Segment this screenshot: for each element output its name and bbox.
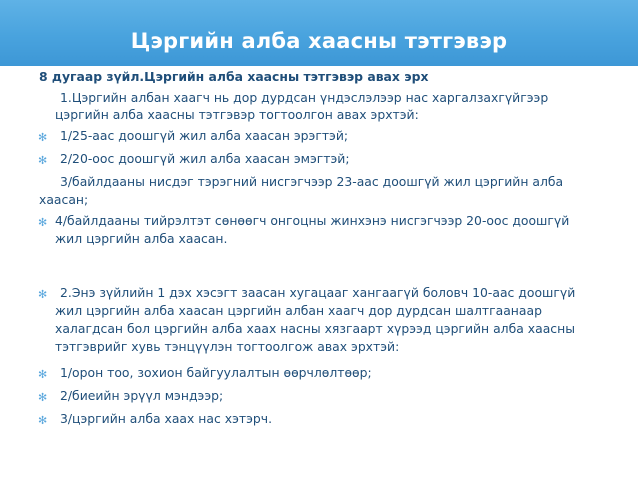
- bullet-sub-item-3: 3/цэргийн алба хаах нас хэтэрч.: [60, 411, 273, 426]
- bullet-sub-item-1: 1/орон тоо, зохион байгуулалтын өөрчлөлтөөр;: [60, 365, 372, 380]
- paragraph-2-line-2: жил цэргийн алба хаасан цэргийн албан хаагч дор дурдсан шалтгаанаар: [55, 303, 542, 318]
- star-bullet-icon: ✻: [38, 216, 48, 229]
- heading-text: 8 дугаар зүйл.Цэргийн алба хаасны тэтгэвэр авах эрх: [39, 69, 429, 84]
- star-bullet-icon: ✻: [38, 368, 48, 381]
- star-bullet-icon: ✻: [38, 131, 48, 144]
- slide-title: Цэргийн алба хаасны тэтгэвэр: [130, 29, 508, 53]
- bullet-item-2: 2/20-оос доошгүй жил алба хаасан эмэгтэй;: [60, 151, 350, 166]
- bullet-item-4-line-1: 4/байлдааны тийрэлтэт сөнөөгч онгоцны жинхэнэ нисгэгчээр 20-оос доошгүй: [55, 213, 570, 228]
- paragraph-2-line-3: халагдсан бол цэргийн алба хаах насны хязгаарт хүрээд цэргийн алба хаасны: [55, 321, 575, 336]
- star-bullet-icon: ✻: [38, 391, 48, 404]
- paragraph-1-line-2: цэргийн алба хаасны тэтгэвэр тогтоолгон авах эрхтэй:: [55, 107, 419, 122]
- paragraph-2-line-4: тэтгэврийг хувь тэнцүүлэн тогтоолгож авах эрхтэй:: [55, 339, 400, 354]
- bullet-item-4-line-2: жил цэргийн алба хаасан.: [55, 231, 228, 246]
- item-3-line-2: хаасан;: [39, 192, 89, 207]
- bullet-sub-item-2: 2/биеийн эрүүл мэндээр;: [60, 388, 224, 403]
- star-bullet-icon: ✻: [38, 288, 48, 301]
- star-bullet-icon: ✻: [38, 414, 48, 427]
- paragraph-1-line-1: 1.Цэргийн албан хаагч нь дор дурдсан үндэслэлээр нас харгалзахгүйгээр: [60, 90, 549, 105]
- paragraph-2-line-1: 2.Энэ зүйлийн 1 дэх хэсэгт заасан хугацааг хангаагүй боловч 10-аас доошгүй: [60, 285, 576, 300]
- item-3-line-1: 3/байлдааны нисдэг тэрэгний нисгэгчээр 23-аас доошгүй жил цэргийн алба: [60, 174, 564, 189]
- star-bullet-icon: ✻: [38, 154, 48, 167]
- bullet-item-1: 1/25-аас доошгүй жил алба хаасан эрэгтэй;: [60, 128, 349, 143]
